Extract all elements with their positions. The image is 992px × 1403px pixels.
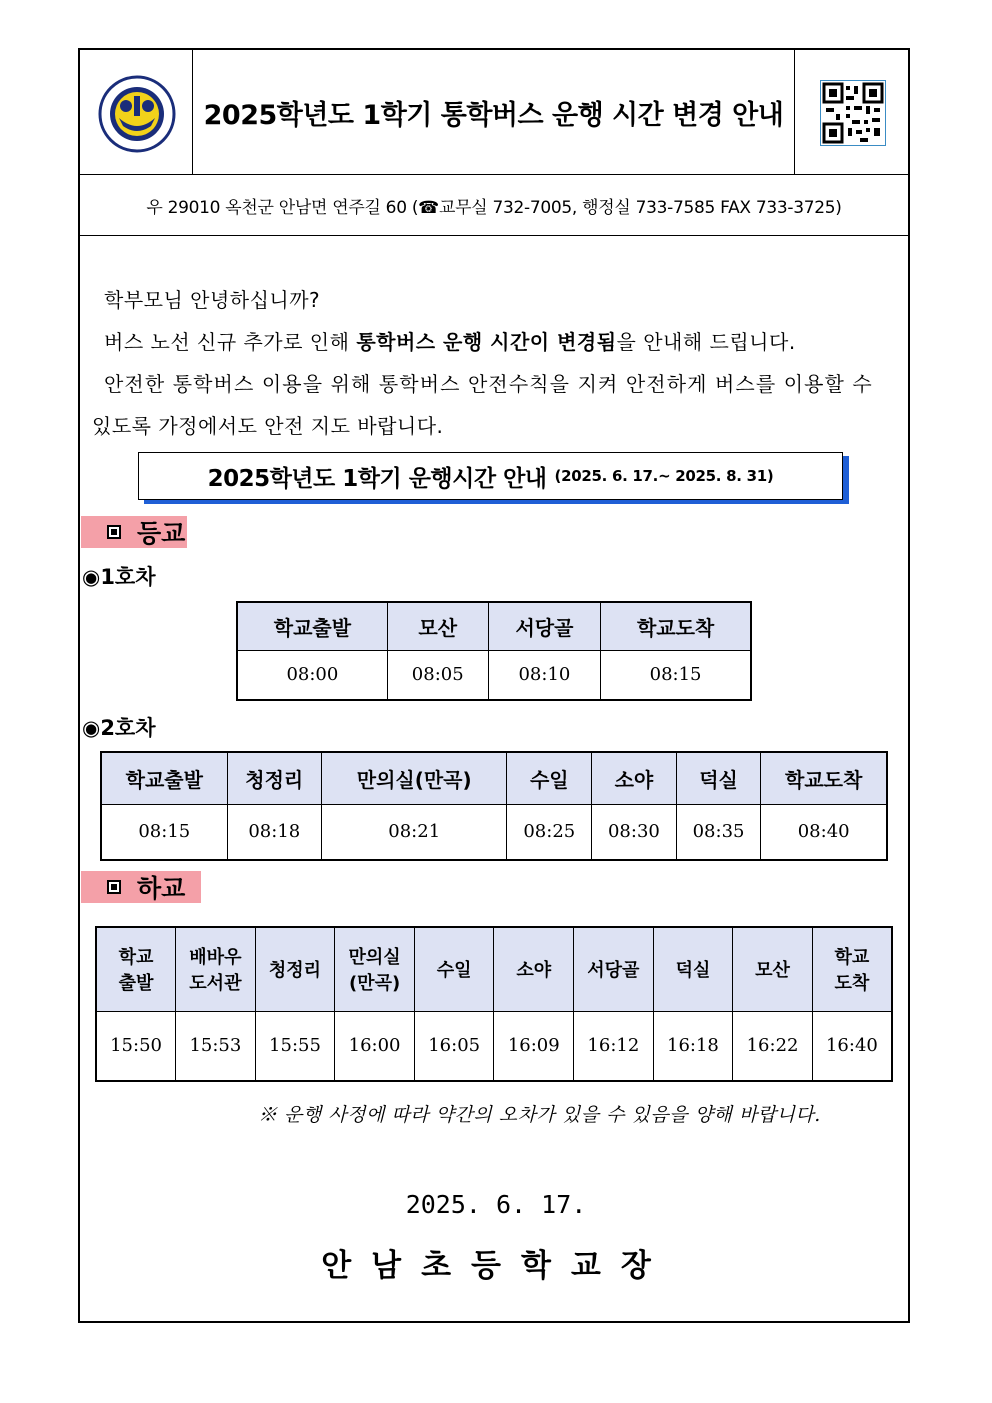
notice-line	[104, 326, 796, 355]
afternoon-timetable	[95, 926, 893, 1082]
section-afternoon-label: 하교	[137, 874, 186, 903]
school-emblem-icon	[97, 74, 177, 154]
stop-time: 16:00	[335, 1011, 415, 1081]
stop-time: 08:25	[507, 804, 592, 860]
bus1-label: ◉1호차	[82, 565, 156, 589]
safety-line-end: 있도록 가정에서도 안전 지도 바랍니다.	[92, 414, 444, 438]
safety-line: 안전한 통학버스 이용을 위해 통학버스 안전수칙을 지켜 안전하게 버스를 이용할 수	[104, 372, 873, 396]
stop-header: 학교도착	[601, 602, 751, 650]
stop-header: 청정리	[227, 752, 321, 804]
bus2-timetable	[100, 751, 888, 861]
stop-header: 소야	[592, 752, 677, 804]
notice-line-text-end: 을 안내해 드립니다.	[616, 330, 796, 354]
stop-time: 16:18	[653, 1011, 733, 1081]
bus2-label: ◉2호차	[82, 716, 156, 740]
greeting-line: 학부모님 안녕하십니까?	[104, 288, 321, 312]
bus1-timetable	[236, 601, 752, 701]
stop-time: 15:53	[176, 1011, 256, 1081]
qr-cell	[794, 50, 909, 174]
stop-time: 08:40	[761, 804, 887, 860]
stop-time: 08:30	[592, 804, 677, 860]
qr-code-icon[interactable]	[820, 80, 886, 146]
stop-time: 08:35	[676, 804, 761, 860]
stop-header: 학교 도착	[812, 927, 892, 1011]
principal-signature: 안남초등학교장	[321, 1248, 671, 1284]
stop-time: 16:09	[494, 1011, 574, 1081]
stop-header: 학교출발	[237, 602, 387, 650]
stop-time: 16:12	[574, 1011, 654, 1081]
schedule-banner	[138, 452, 843, 500]
stop-header: 만의실 (만곡)	[335, 927, 415, 1011]
stop-header: 학교 출발	[96, 927, 176, 1011]
stop-header: 청정리	[255, 927, 335, 1011]
school-address: 우 29010 옥천군 안남면 연주길 60 (☎교무실 732-7005, 행정실 733-7585 FAX 733-3725)	[80, 175, 908, 236]
notice-line-emphasis: 통학버스 운행 시간이 변경됨	[356, 330, 617, 354]
stop-time: 08:18	[227, 804, 321, 860]
section-morning	[81, 516, 187, 548]
banner-title: 2025학년도 1학기 운행시간 안내	[207, 465, 547, 492]
stop-time: 16:05	[414, 1011, 494, 1081]
stop-time: 08:15	[101, 804, 227, 860]
stop-header: 배바우 도서관	[176, 927, 256, 1011]
stop-header: 소야	[494, 927, 574, 1011]
issue-date: 2025. 6. 17.	[405, 1190, 587, 1219]
stop-header: 덕실	[676, 752, 761, 804]
stop-time: 15:50	[96, 1011, 176, 1081]
header	[80, 50, 908, 175]
square-bullet-icon	[107, 525, 121, 539]
stop-time: 08:15	[601, 650, 751, 700]
stop-header: 수일	[507, 752, 592, 804]
stop-time: 08:05	[387, 650, 488, 700]
notice-line-text: 버스 노선 신규 추가로 인해	[104, 330, 357, 354]
stop-header: 덕실	[653, 927, 733, 1011]
page-title: 2025학년도 1학기 통학버스 운행 시간 변경 안내	[203, 99, 784, 131]
stop-header: 학교출발	[101, 752, 227, 804]
stop-header: 학교도착	[761, 752, 887, 804]
stop-header: 만의실(만곡)	[321, 752, 507, 804]
stop-time: 08:00	[237, 650, 387, 700]
footnote: ※ 운행 사정에 따라 약간의 오차가 있을 수 있음을 양해 바랍니다.	[258, 1104, 821, 1126]
stop-header: 모산	[387, 602, 488, 650]
stop-header: 모산	[733, 927, 813, 1011]
square-bullet-icon	[107, 880, 121, 894]
stop-time: 08:21	[321, 804, 507, 860]
banner-date-range: (2025. 6. 17.~ 2025. 8. 31)	[554, 467, 774, 485]
stop-header: 수일	[414, 927, 494, 1011]
stop-time: 16:40	[812, 1011, 892, 1081]
stop-time: 16:22	[733, 1011, 813, 1081]
logo-cell	[80, 50, 193, 174]
section-morning-label: 등교	[137, 519, 186, 548]
stop-time: 15:55	[255, 1011, 335, 1081]
stop-header: 서당골	[488, 602, 601, 650]
stop-header: 서당골	[574, 927, 654, 1011]
section-afternoon	[81, 871, 201, 903]
stop-time: 08:10	[488, 650, 601, 700]
